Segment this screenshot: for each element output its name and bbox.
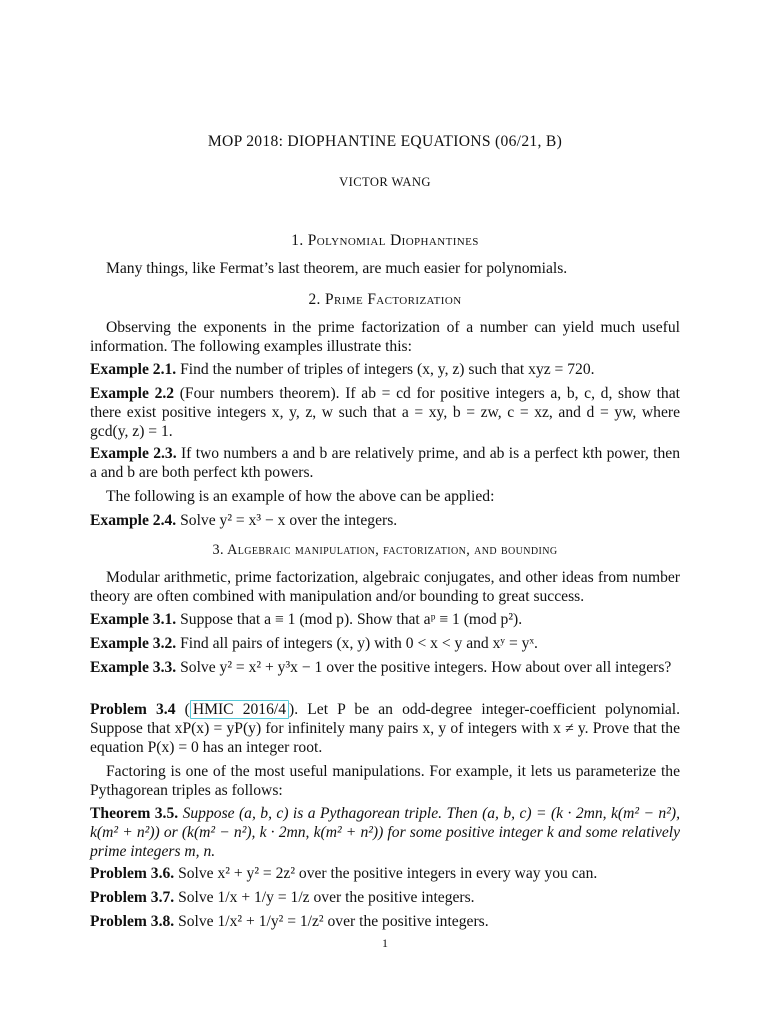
theorem-3-5-text: Suppose (a, b, c) is a Pythagorean triple. Then (a, b, c) = (k · 2mn, k(m² − n²), k(m² + n²)) or (k(m² − n²), k · 2mn, k(m² + n²)) for some positive integer k and some relatively prime integers m, n. bbox=[90, 805, 680, 860]
example-3-3 bbox=[90, 658, 680, 677]
hmic-reference-link[interactable]: HMIC 2016/4 bbox=[190, 700, 289, 719]
author-name: VICTOR WANG bbox=[339, 175, 431, 189]
example-2-3-label: Example 2.3. bbox=[90, 445, 177, 462]
theorem-3-5-label: Theorem 3.5. bbox=[90, 805, 179, 822]
example-2-1-label: Example 2.1. bbox=[90, 361, 177, 378]
problem-3-6-label: Problem 3.6. bbox=[90, 865, 175, 882]
section-2-paragraph-2: The following is an example of how the above can be applied: bbox=[106, 488, 495, 505]
example-2-3-text: If two numbers a and b are relatively prime, and ab is a perfect kth power, then a and b are both perfect kth powers. bbox=[90, 445, 681, 481]
problem-3-6-text: Solve x² + y² = 2z² over the positive integers in every way you can. bbox=[178, 865, 598, 882]
section-1-heading: 1. Polynomial Diophantines bbox=[291, 232, 479, 249]
problem-3-8-label: Problem 3.8. bbox=[90, 913, 175, 930]
problem-3-4-label: Problem 3.4 bbox=[90, 701, 176, 718]
problem-3-7-text: Solve 1/x + 1/y = 1/z over the positive integers. bbox=[178, 889, 475, 906]
example-2-3 bbox=[90, 444, 680, 482]
document-page bbox=[90, 0, 680, 1024]
example-3-3-text: Solve y² = x² + y³x − 1 over the positive integers. How about over all integers? bbox=[180, 659, 672, 676]
page-number: 1 bbox=[382, 936, 388, 950]
problem-3-4-text: Let P be an odd-degree integer-coefficient polynomial. Suppose that xP(x) = yP(y) for infinitely many pairs x, y of integers with x ≠ y. Prove that the equation P(x) = 0 has an integer root. bbox=[90, 701, 680, 756]
section-1-paragraph: Many things, like Fermat’s last theorem, are much easier for polynomials. bbox=[106, 260, 568, 277]
page-title: MOP 2018: DIOPHANTINE EQUATIONS (06/21, B) bbox=[207, 133, 563, 150]
theorem-3-5 bbox=[90, 804, 680, 861]
example-2-4-text: Solve y² = x³ − x over the integers. bbox=[180, 512, 398, 529]
section-3-heading: 3. Algebraic manipulation, factorization, and bounding bbox=[212, 542, 558, 558]
example-2-4-label: Example 2.4. bbox=[90, 512, 177, 529]
example-2-2-text: If ab = cd for positive integers a, b, c, d, show that there exist positive integers x, y, z, w such that a = xy, b = zw, c = xz, and d = yw, where gcd(y, z) = 1. bbox=[90, 385, 680, 440]
example-2-4 bbox=[90, 511, 680, 530]
problem-3-8-text: Solve 1/x² + 1/y² = 1/z² over the positive integers. bbox=[178, 913, 489, 930]
section-2-heading: 2. Prime Factorization bbox=[308, 291, 462, 308]
problem-3-7 bbox=[90, 888, 680, 907]
problem-3-7-label: Problem 3.7. bbox=[90, 889, 175, 906]
example-3-1 bbox=[90, 610, 680, 629]
example-3-1-label: Example 3.1. bbox=[90, 611, 177, 628]
example-3-1-text: Suppose that a ≡ 1 (mod p). Show that aᵖ ≡ 1 (mod p²). bbox=[180, 611, 523, 628]
example-3-2 bbox=[90, 634, 680, 653]
example-2-1-text: Find the number of triples of integers (x, y, z) such that xyz = 720. bbox=[180, 361, 595, 378]
example-3-3-label: Example 3.3. bbox=[90, 659, 177, 676]
problem-3-8 bbox=[90, 912, 680, 931]
section-3-paragraph-1: Modular arithmetic, prime factorization, algebraic conjugates, and other ideas from number theory are often combined with manipulation and/or bounding to great success. bbox=[90, 569, 680, 605]
example-2-1 bbox=[90, 360, 680, 379]
example-2-2 bbox=[90, 384, 680, 441]
problem-3-6 bbox=[90, 864, 680, 883]
example-2-2-note: (Four numbers theorem). bbox=[179, 385, 340, 402]
example-2-2-label: Example 2.2 bbox=[90, 385, 175, 402]
section-2-paragraph-1: Observing the exponents in the prime factorization of a number can yield much useful information. The following examples illustrate this: bbox=[90, 319, 680, 355]
example-3-2-text: Find all pairs of integers (x, y) with 0 < x < y and xʸ = yˣ. bbox=[180, 635, 538, 652]
problem-3-4: Problem 3.4 ( HMIC 2016/4 ). Let P be an odd-degree integer-coefficient polynomial. Suppose that xP(x) = yP(y) for infinitely many pairs x, y of integers with x ≠ y. Prove that the equation P(x) = 0 has an integer root. bbox=[90, 701, 680, 756]
example-3-2-label: Example 3.2. bbox=[90, 635, 177, 652]
section-3-paragraph-2: Factoring is one of the most useful manipulations. For example, it lets us parameterize the Pythagorean triples as follows: bbox=[90, 763, 680, 799]
